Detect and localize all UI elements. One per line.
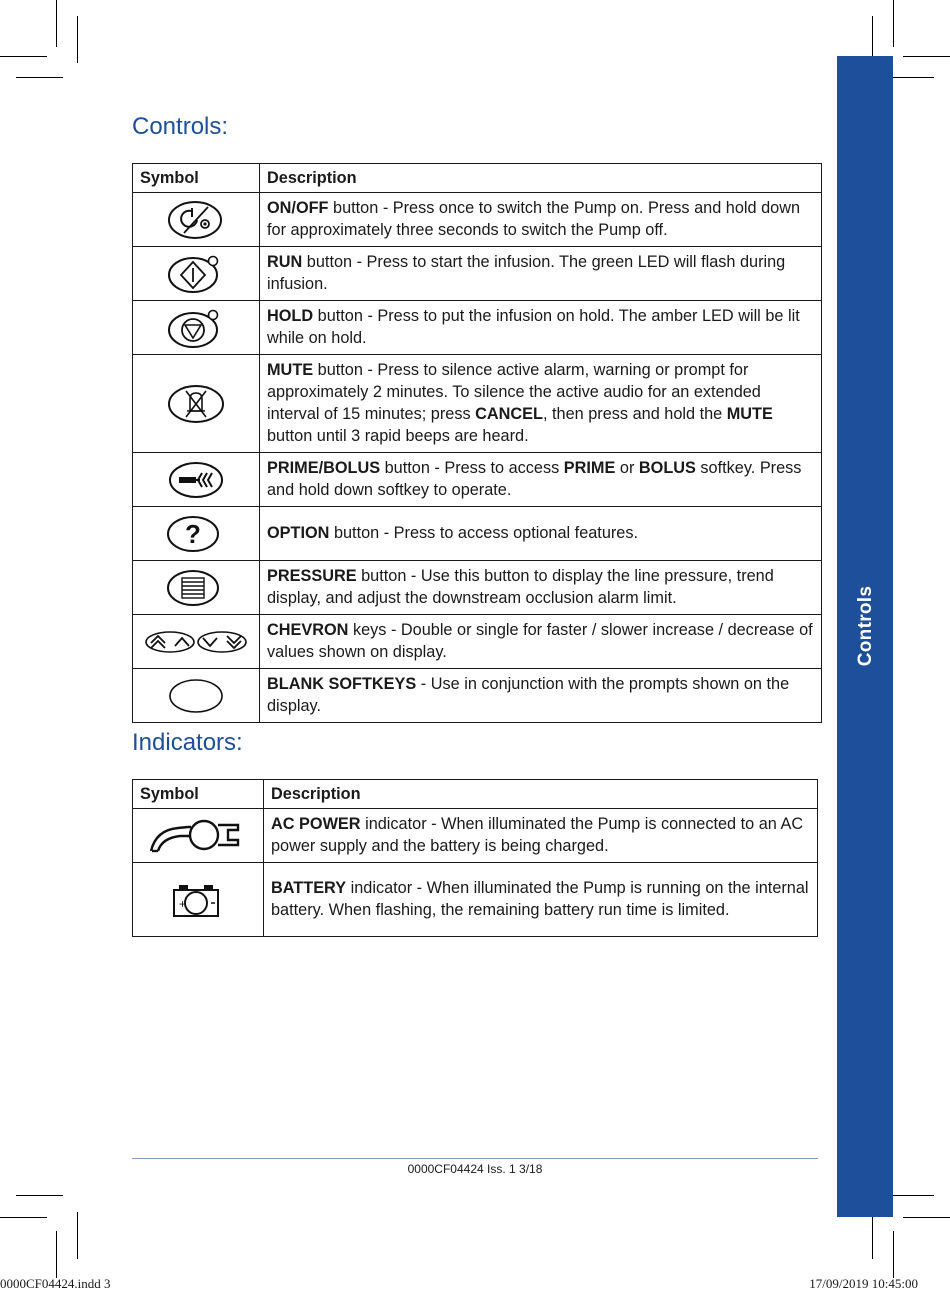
- row-description: PRIME/BOLUS button - Press to access PRIME or BOLUS softkey. Press and hold down softkey to operate.: [260, 453, 822, 507]
- crop-mark: [887, 77, 934, 78]
- term-label: CANCEL: [475, 405, 543, 423]
- term-label: PRIME: [563, 459, 616, 477]
- table-row: [133, 863, 818, 937]
- print-slug-file: 0000CF04424.indd 3: [0, 1276, 111, 1291]
- crop-mark: [0, 1217, 47, 1218]
- term-label: AC POWER: [271, 815, 361, 833]
- crop-mark: [872, 1212, 873, 1259]
- table-row: [133, 615, 822, 669]
- row-description: CHEVRON keys - Double or single for faster / slower increase / decrease of values shown on display.: [260, 615, 822, 669]
- blank-softkey-icon: [133, 669, 260, 723]
- symbol-column-header: Symbol: [133, 164, 260, 193]
- hold-icon: [133, 301, 260, 355]
- table-row: [133, 669, 822, 723]
- battery-icon: [133, 863, 264, 937]
- crop-mark: [77, 16, 78, 63]
- table-row: [133, 301, 822, 355]
- term-label: HOLD: [267, 307, 314, 325]
- symbol-column-header: Symbol: [133, 780, 264, 809]
- crop-mark: [893, 0, 894, 47]
- crop-mark: [77, 1212, 78, 1259]
- indicators-table: [132, 779, 818, 937]
- row-description: BATTERY indicator - When illuminated the Pump is running on the internal battery. When flashing, the remaining battery run time is limited.: [264, 863, 818, 937]
- term-label: MUTE: [267, 361, 314, 379]
- term-label: MUTE: [726, 405, 773, 423]
- term-label: CHEVRON: [267, 621, 349, 639]
- table-row: [133, 193, 822, 247]
- table-row: [133, 453, 822, 507]
- footer-divider: [132, 1158, 818, 1159]
- document-reference: 0000CF04424 Iss. 1 3/18: [407, 1162, 543, 1176]
- crop-mark: [56, 0, 57, 47]
- row-description: RUN button - Press to start the infusion. The green LED will flash during infusion.: [260, 247, 822, 301]
- row-description: MUTE button - Press to silence active alarm, warning or prompt for approximately 2 minutes. To silence the active audio for an extended interval of 15 minutes; press CANCEL, then press and hold the MUTE button until 3 rapid beeps are heard.: [260, 355, 822, 453]
- table-row: [133, 507, 822, 561]
- row-description: PRESSURE button - Use this button to display the line pressure, trend display, and adjust the downstream occlusion alarm limit.: [260, 561, 822, 615]
- side-tab-label: Controls: [855, 585, 876, 667]
- on-off-icon: [133, 193, 260, 247]
- table-row: [133, 247, 822, 301]
- term-label: BATTERY: [271, 879, 347, 897]
- svg-text:+: +: [179, 896, 187, 911]
- table-row: [133, 561, 822, 615]
- term-label: ON/OFF: [267, 199, 329, 217]
- prime-bolus-icon: [133, 453, 260, 507]
- controls-heading: Controls:: [132, 113, 229, 140]
- crop-mark: [56, 1231, 57, 1278]
- run-icon: [133, 247, 260, 301]
- table-row: [133, 809, 818, 863]
- svg-text:?: ?: [185, 518, 201, 549]
- crop-mark: [887, 1195, 934, 1196]
- description-column-header: Description: [264, 780, 818, 809]
- term-label: RUN: [267, 253, 303, 271]
- row-description: HOLD button - Press to put the infusion on hold. The amber LED will be lit while on hold.: [260, 301, 822, 355]
- crop-mark: [16, 1195, 63, 1196]
- indicators-heading: Indicators:: [132, 729, 243, 756]
- controls-table: [132, 163, 822, 723]
- term-label: PRESSURE: [267, 567, 357, 585]
- term-label: BLANK SOFTKEYS: [267, 675, 417, 693]
- row-description: ON/OFF button - Press once to switch the Pump on. Press and hold down for approximately three seconds to switch the Pump off.: [260, 193, 822, 247]
- row-description: BLANK SOFTKEYS - Use in conjunction with the prompts shown on the display.: [260, 669, 822, 723]
- ac-power-icon: [133, 809, 264, 863]
- chevron-keys-icon: [133, 615, 260, 669]
- table-row: [133, 355, 822, 453]
- print-slug-timestamp: 17/09/2019 10:45:00: [809, 1276, 918, 1291]
- crop-mark: [0, 56, 47, 57]
- row-description: OPTION button - Press to access optional features.: [260, 507, 822, 561]
- crop-mark: [16, 77, 63, 78]
- option-icon: [133, 507, 260, 561]
- pressure-icon: [133, 561, 260, 615]
- description-column-header: Description: [260, 164, 822, 193]
- crop-mark: [903, 56, 950, 57]
- mute-icon: [133, 355, 260, 453]
- crop-mark: [893, 1231, 894, 1278]
- term-label: PRIME/BOLUS: [267, 459, 381, 477]
- term-label: OPTION: [267, 524, 330, 542]
- term-label: BOLUS: [638, 459, 696, 477]
- crop-mark: [903, 1217, 950, 1218]
- row-description: AC POWER indicator - When illuminated the Pump is connected to an AC power supply and the battery is being charged.: [264, 809, 818, 863]
